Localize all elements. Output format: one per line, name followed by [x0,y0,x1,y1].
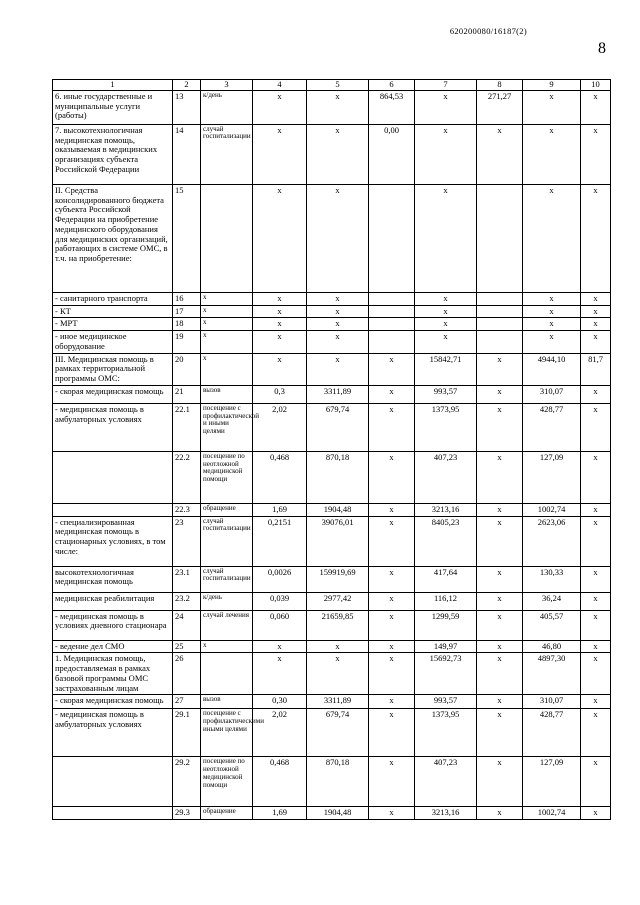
table-cell: 0,3 [253,385,307,403]
table-cell: 6. иные государственные и муниципальные услуги (работы) [53,90,173,124]
table-cell [369,292,415,305]
table-cell: 0,2151 [253,516,307,566]
table-cell: x [523,318,581,331]
table-cell: - санитарного транспорта [53,292,173,305]
column-header: 10 [581,80,611,91]
table-cell: вызов [201,385,253,403]
table-cell [477,331,523,354]
table-cell: x [581,592,611,610]
table-cell: 46,80 [523,640,581,653]
table-cell: x [369,610,415,640]
table-cell: x [307,318,369,331]
table-cell: x [369,592,415,610]
table-cell: x [415,331,477,354]
table-cell: x [415,124,477,184]
table-row [53,709,611,757]
table-cell: x [477,592,523,610]
table-cell: 0,468 [253,757,307,807]
table-row [53,451,611,503]
table-cell: x [369,695,415,709]
table-cell: x [581,807,611,820]
table-cell: 81,7 [581,353,611,385]
table-cell: 13 [173,90,201,124]
table-cell: 149,97 [415,640,477,653]
table-cell: 1904,48 [307,807,369,820]
table-row [53,305,611,318]
table-row [53,403,611,451]
table-cell: x [581,331,611,354]
table-cell: 2,02 [253,403,307,451]
table-cell: 15842,71 [415,353,477,385]
column-header: 5 [307,80,369,91]
table-cell: к/день [201,90,253,124]
table-cell: x [307,640,369,653]
table-cell: x [477,610,523,640]
table-cell: 2623,06 [523,516,581,566]
table-cell: 14 [173,124,201,184]
table-cell: x [307,331,369,354]
table-row [53,757,611,807]
table-cell: 1373,95 [415,403,477,451]
table-cell: 22.1 [173,403,201,451]
table-cell: 0,060 [253,610,307,640]
table-cell: 1002,74 [523,503,581,516]
table-cell: случай госпитализации [201,566,253,592]
table-cell: x [201,318,253,331]
table-cell: x [415,305,477,318]
table-cell: - скорая медицинская помощь [53,385,173,403]
table-cell: x [581,709,611,757]
table-cell: x [369,451,415,503]
table-cell: x [369,653,415,695]
table-cell: x [307,653,369,695]
table-cell: 7. высокотехнологичная медицинская помощь, оказываемая в медицинских организациях субъекта Российской Федерации [53,124,173,184]
table-cell: x [415,292,477,305]
table-cell: 4897,30 [523,653,581,695]
table-cell: 22.2 [173,451,201,503]
table-cell: x [201,305,253,318]
table-cell: 21 [173,385,201,403]
table-cell: 16 [173,292,201,305]
table-cell: 428,77 [523,709,581,757]
table-cell: x [477,353,523,385]
table-cell: 993,57 [415,695,477,709]
table-cell: 679,74 [307,403,369,451]
table-cell: посещение с профилактическими иными целями [201,709,253,757]
table-cell: 8405,23 [415,516,477,566]
table-cell: x [307,305,369,318]
table-cell: x [369,503,415,516]
table-cell [53,503,173,516]
table-cell: 127,09 [523,757,581,807]
table-cell: 159919,69 [307,566,369,592]
table-cell: x [477,124,523,184]
table-cell: 21659,85 [307,610,369,640]
table-cell: x [307,90,369,124]
column-header: 1 [53,80,173,91]
table-cell: x [369,709,415,757]
table-cell: к/день [201,592,253,610]
table-row [53,124,611,184]
table-cell: x [415,184,477,292]
table-cell: - МРТ [53,318,173,331]
table-cell: x [369,807,415,820]
table-cell: 27 [173,695,201,709]
table-cell [53,757,173,807]
table-cell: x [581,653,611,695]
table-cell: 19 [173,331,201,354]
table-cell: x [477,516,523,566]
table-cell: 1,69 [253,503,307,516]
table-cell: x [523,124,581,184]
table-cell: x [581,124,611,184]
table-cell: обращение [201,503,253,516]
table-cell: высокотехнологичная медицинская помощь [53,566,173,592]
table-cell: x [477,503,523,516]
table-cell: x [369,640,415,653]
column-header: 2 [173,80,201,91]
table-cell: 18 [173,318,201,331]
table-cell: - ведение дел СМО [53,640,173,653]
table-cell [477,292,523,305]
table-cell: 23.2 [173,592,201,610]
table-cell: x [253,331,307,354]
table-cell: x [307,353,369,385]
table-cell: 26 [173,653,201,695]
table-cell: x [581,385,611,403]
table-cell: 417,64 [415,566,477,592]
table-cell: x [307,124,369,184]
table-cell: - КТ [53,305,173,318]
table-header-row [53,80,611,91]
table-cell [369,318,415,331]
table-cell: случай госпитализации [201,516,253,566]
table-cell: 310,07 [523,695,581,709]
column-header: 3 [201,80,253,91]
table-cell: 22.3 [173,503,201,516]
table-cell: x [253,318,307,331]
table-row [53,292,611,305]
table-cell: - медицинская помощь в амбулаторных условиях [53,709,173,757]
table-cell: посещение по неотложной медицинской помощи [201,757,253,807]
table-cell: x [523,184,581,292]
table-cell: x [523,292,581,305]
table-cell: 127,09 [523,451,581,503]
column-header: 8 [477,80,523,91]
table-row [53,695,611,709]
table-cell: II. Средства консолидированного бюджета субъекта Российской Федерации на приобретение медицинского оборудования для медицинских организаций, работающих в системе ОМС, в т.ч. на приобретение: [53,184,173,292]
table-cell: - специализированная медицинская помощь в стационарных условиях, в том числе: [53,516,173,566]
table-cell: случай лечения [201,610,253,640]
table-cell: x [201,640,253,653]
table-cell: случай госпитализации [201,124,253,184]
table-cell: x [253,653,307,695]
table-row [53,385,611,403]
table-cell: 0,468 [253,451,307,503]
table-cell: x [307,184,369,292]
table-cell: 3311,89 [307,695,369,709]
table-cell: 679,74 [307,709,369,757]
table-cell: x [581,318,611,331]
table-cell: x [201,292,253,305]
table-cell: x [369,385,415,403]
table-cell [477,184,523,292]
column-header: 9 [523,80,581,91]
table-cell: x [369,516,415,566]
table-cell: x [581,757,611,807]
table-row [53,610,611,640]
table-cell: x [369,353,415,385]
document-id: 620200080/16187(2) [449,26,527,36]
table-row [53,653,611,695]
table-cell: x [581,610,611,640]
table-cell: 130,33 [523,566,581,592]
table-cell: x [581,451,611,503]
table-cell: x [477,403,523,451]
table-row [53,331,611,354]
table-cell: x [253,124,307,184]
table-row [53,566,611,592]
table-cell: 4944,10 [523,353,581,385]
table-row [53,184,611,292]
table-cell: x [253,184,307,292]
table-cell: 1373,95 [415,709,477,757]
table-cell [477,318,523,331]
column-header: 7 [415,80,477,91]
table-cell: 36,24 [523,592,581,610]
table-row [53,90,611,124]
table-cell: обращение [201,807,253,820]
table-cell: x [477,807,523,820]
table-cell: 29.2 [173,757,201,807]
table-cell [201,184,253,292]
table-cell: x [253,640,307,653]
table-cell: 1904,48 [307,503,369,516]
table-cell: 25 [173,640,201,653]
table-cell: x [369,566,415,592]
table-cell: 17 [173,305,201,318]
table-cell: x [581,640,611,653]
table-cell [369,305,415,318]
table-cell: x [523,331,581,354]
table-cell: x [581,566,611,592]
table-cell: 1,69 [253,807,307,820]
table-cell: x [415,90,477,124]
table-cell: 870,18 [307,757,369,807]
table-cell: x [477,451,523,503]
table-cell [201,653,253,695]
table-cell: 0,00 [369,124,415,184]
table-cell: x [477,695,523,709]
table-cell: 3311,89 [307,385,369,403]
page-number: 8 [598,40,606,57]
table-cell: x [369,403,415,451]
table-cell: 0,0026 [253,566,307,592]
table-cell: - иное медицинское оборудование [53,331,173,354]
table-cell: x [201,331,253,354]
table-cell: 271,27 [477,90,523,124]
data-table [52,79,611,820]
table-row [53,592,611,610]
table-row [53,516,611,566]
table-cell: 15 [173,184,201,292]
table-cell: x [307,292,369,305]
table-cell: 3213,16 [415,807,477,820]
table-cell: x [253,292,307,305]
table-cell [369,331,415,354]
table-cell: посещение по неотложной медицинской помощи [201,451,253,503]
table-cell: x [523,90,581,124]
table-cell: x [523,305,581,318]
table-cell: 0,30 [253,695,307,709]
table-cell: 310,07 [523,385,581,403]
table-row [53,503,611,516]
table-cell: x [253,305,307,318]
table-cell: 1002,74 [523,807,581,820]
table-cell: 405,57 [523,610,581,640]
table-cell: 2,02 [253,709,307,757]
table-cell: x [477,566,523,592]
table-cell: - медицинская помощь в амбулаторных условиях [53,403,173,451]
table-cell: 20 [173,353,201,385]
table-cell: 23.1 [173,566,201,592]
table-row [53,807,611,820]
table-cell: x [477,385,523,403]
table-cell: x [369,757,415,807]
table-cell: 15692,73 [415,653,477,695]
table-cell: x [253,90,307,124]
column-header: 6 [369,80,415,91]
table-cell: 23 [173,516,201,566]
table-cell: медицинская реабилитация [53,592,173,610]
table-cell [53,451,173,503]
table-cell: 3213,16 [415,503,477,516]
table-cell: x [415,318,477,331]
table-cell [53,807,173,820]
table-cell: III. Медицинская помощь в рамках территориальной программы ОМС: [53,353,173,385]
table-cell: - медицинская помощь в условиях дневного стационара [53,610,173,640]
table-cell: 1. Медицинская помощь, предоставляемая в рамках базовой программы ОМС застрахованным лицам [53,653,173,695]
table-cell: x [477,757,523,807]
table-row [53,640,611,653]
table-cell: x [477,709,523,757]
table-cell [477,305,523,318]
table-cell: x [581,184,611,292]
table-cell: 993,57 [415,385,477,403]
table-cell: x [581,403,611,451]
table-cell: 0,039 [253,592,307,610]
table-cell: x [477,640,523,653]
column-header: 4 [253,80,307,91]
table-row [53,318,611,331]
table-cell: x [581,90,611,124]
table-cell: 116,12 [415,592,477,610]
table-cell: 2977,42 [307,592,369,610]
table-cell: x [581,695,611,709]
table-cell: вызов [201,695,253,709]
table-cell: посещение с профилактической и иными целями [201,403,253,451]
table-cell: x [581,503,611,516]
table-cell: 407,23 [415,757,477,807]
table-cell: x [581,305,611,318]
table-row [53,353,611,385]
table-cell: 29.1 [173,709,201,757]
table-cell: 39076,01 [307,516,369,566]
table-cell: x [581,292,611,305]
table-cell: - скорая медицинская помощь [53,695,173,709]
table-cell: 864,53 [369,90,415,124]
table-cell: 1299,59 [415,610,477,640]
table-cell: 407,23 [415,451,477,503]
table-cell [369,184,415,292]
table-cell: x [201,353,253,385]
table-cell: 428,77 [523,403,581,451]
table-cell: x [581,516,611,566]
table-cell: x [477,653,523,695]
table-cell: x [253,353,307,385]
table-cell: 24 [173,610,201,640]
table-cell: 29.3 [173,807,201,820]
table-cell: 870,18 [307,451,369,503]
